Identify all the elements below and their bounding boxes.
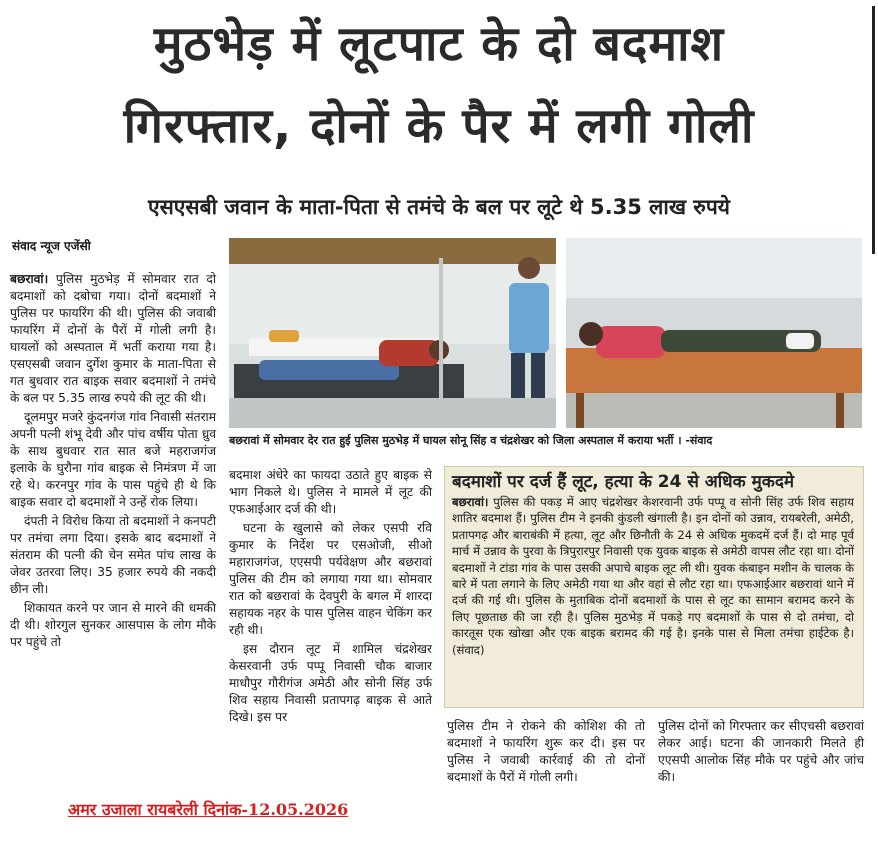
- photo-hospital-left: [229, 238, 556, 428]
- sidebar-box-body: [452, 494, 854, 658]
- story-paragraph: शिकायत करने पर जान से मारने की धमकी दी थी। शोरगुल सुनकर आसपास के लोग मौके पर पहुंचे तो: [10, 601, 216, 649]
- headline-line-1: मुठभेड़ में लूटपाट के दो बदमाश: [153, 16, 725, 72]
- photo-hospital-right: [566, 238, 862, 428]
- dateline: बछरावां।: [10, 272, 49, 286]
- story-paragraph: इस दौरान लूट में शामिल चंद्रशेखर केसरवानी उर्फ पप्पू निवासी चौक बाजार माधौपुर गौरीगंज अमेठी और सोनी सिंह उर्फ शिव सहाय निवासी प्रतापगढ़ बाइक से आते दिखे। इस पर: [229, 642, 432, 724]
- story-column-1: [10, 271, 216, 653]
- story-paragraph: पुलिस दोनों को गिरफ्तार कर सीएचसी बछरावां लेकर आई। घटना की जानकारी मिलते ही एएसपी आलोक सिंह मौके पर पहुंचे और जांच की।: [658, 719, 864, 784]
- story-paragraph: दंपती ने विरोध किया तो बदमाशों ने कनपटी पर तमंचा लगा दिया। इसके बाद बदमाशों ने संतराम की पत्नी की चेन समेत पांच लाख के जेवर उतरवा लिए। 35 हजार रुपये की नकदी छीन ली।: [10, 514, 216, 596]
- story-paragraph: [10, 271, 216, 407]
- headline-line-2: गिरफ्तार, दोनों के पैर में लगी गोली: [123, 98, 755, 154]
- sidebar-paragraph: [452, 494, 854, 658]
- story-column-3: [447, 718, 645, 788]
- sidebar-text: पुलिस की पकड़ में आए चंद्रशेखर केशरवानी उर्फ पप्पू व सोनी सिंह उर्फ शिव सहाय शातिर बदमाश हैं। पुलिस टीम ने इनकी कुंडली खंगाली है। इन दोनों को उन्नाव, रायबरेली, अमेठी, प्रतापगढ़ और बाराबंकी में हत्या, लूट और छिनौती के 24 से अधिक मुकदमें दर्ज हैं। दो माह पूर्व मार्च में उन्नाव के पुरवा के त्रिपुरारपुर निवासी एक युवक बाइक से अमेठी वापस लौट रहा था। दोनों बदमाशों ने टांडा गांव के पास उसकी अपाचे बाइक लूट ली थी। युवक कंबाइन मशीन के चालक के बारे में पता लगाने के लिए अमेठी गया था और वहां से लौट रहा था। एफआईआर बछरावां थाने में दर्ज की गई थी। पुलिस के मुताबिक दोनों बदमाशों के पास से लूट का सामान बरामद करने के लिए पूछताछ की जा रही है। पुलिस मुठभेड़ में पकड़े गए बदमाशों के पास से दो तमंचा, दो कारतूस एक खोखा और एक बाइक बरामद की गई है। इनके पास से मिला तमंचा हाईटेक है। (संवाद): [452, 495, 854, 657]
- photo-caption: बछरावां में सोमवार देर रात हुई पुलिस मुठभेड़ में घायल सोनू सिंह व चंद्रशेखर को जिला अस्पताल में कराया भर्ती । -संवाद: [229, 434, 713, 447]
- story-paragraph: पुलिस टीम ने रोकने की कोशिश की तो बदमाशों ने फायरिंग शुरू कर दी। इस पर पुलिस ने जवाबी कार्रवाई की तो दोनों बदमाशों के पैरों में गोली लगी।: [447, 719, 645, 784]
- story-column-4: [658, 718, 864, 788]
- publication-credit: अमर उजाला रायबरेली दिनांक-12.05.2026: [68, 800, 349, 819]
- subheadline: एसएसबी जवान के माता-पिता से तमंचे के बल पर लूटे थे 5.35 लाख रुपये: [148, 195, 730, 219]
- story-text: पुलिस मुठभेड़ में सोमवार रात दो बदमाशों को दबोचा गया। दोनों बदमाशों ने पुलिस पर फायरिंग की थी। पुलिस की जवाबी फायरिंग में दोनों के पैरों में गोली लगी है। घायलों को अस्पताल में भर्ती कराया गया है। एसएसबी जवान दुर्गेश कुमार के माता-पिता से गत बुधवार रात बाइक सवार बदमाशों ने तमंचे के बल पर 5.35 लाख रुपये की लूट की थी।: [10, 272, 217, 405]
- story-paragraph: बदमाश अंधेरे का फायदा उठाते हुए बाइक से भाग निकले थे। पुलिस ने मामले में लूट की एफआईआर दर्ज की थी।: [229, 468, 432, 516]
- byline: संवाद न्यूज एजेंसी: [12, 239, 91, 253]
- story-column-2: [229, 467, 432, 728]
- story-paragraph: दूलमपुर मजरे कुंदनगंज गांव निवासी संतराम अपनी पत्नी शंभू देवी और पांच वर्षीय पोता ध्रुव के साथ बुधवार रात सात बजे महराजगंज इलाके के घुरौना गांव बाइक से निमंत्रण में जा रहे थे। करनपुर गांव के पास पहुंचे ही थे कि बाइक सवार दो बदमाशों ने उन्हें रोक लिया।: [10, 410, 216, 509]
- dateline: बछरावां।: [452, 495, 489, 509]
- sidebar-box-title: बदमाशों पर दर्ज हैं लूट, हत्या के 24 से अधिक मुकदमे: [452, 472, 795, 492]
- story-paragraph: घटना के खुलासे को लेकर एसपी रवि कुमार के निर्देश पर एसओजी, सीओ महाराजगंज, एएसपी पर्यवेक्षण और बछरावां पुलिस की टीम को लगाया गया था। सोमवार रात को बछरावां के देवपुरी के बगल में शारदा सहायक नहर के पास पुलिस वाहन चेकिंग कर रही थी।: [229, 521, 432, 637]
